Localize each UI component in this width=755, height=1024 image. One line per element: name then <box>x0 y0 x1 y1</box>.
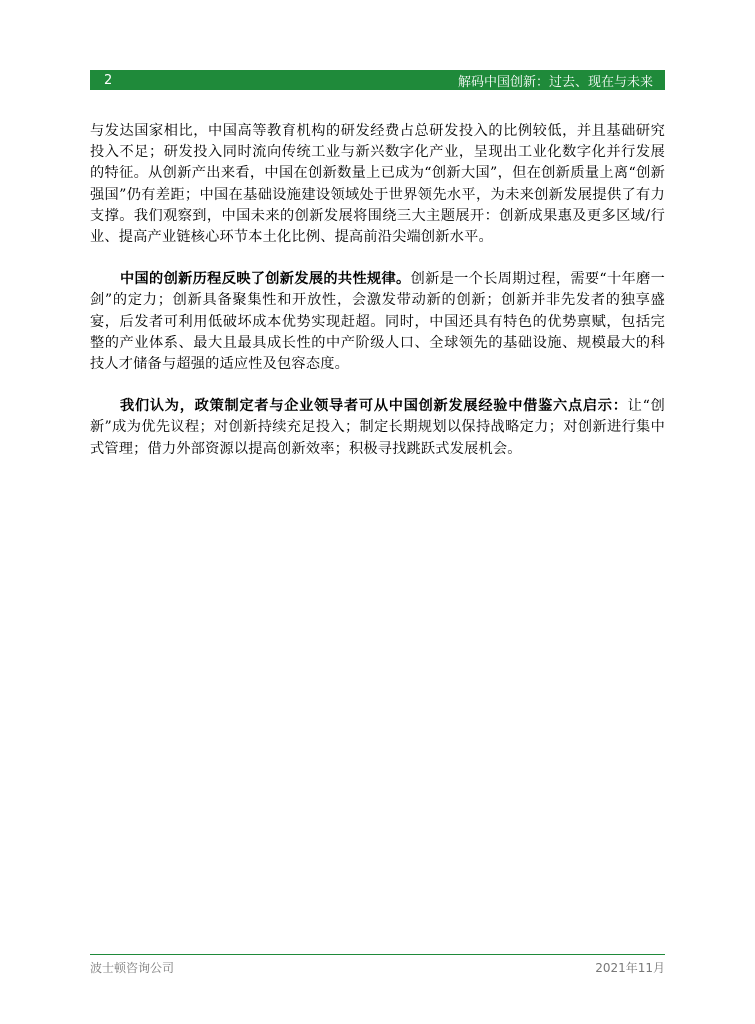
paragraph-3-lead: 我们认为，政策制定者与企业领导者可从中国创新发展经验中借鉴六点启示： <box>120 398 628 415</box>
footer-date: 2021年11月 <box>595 961 665 975</box>
paragraph-2 <box>90 269 665 375</box>
header-bar <box>90 70 665 90</box>
footer-divider <box>90 954 665 955</box>
running-title: 解码中国创新：过去、现在与未来 <box>457 74 653 90</box>
footer <box>90 959 665 976</box>
footer-company: 波士顿咨询公司 <box>90 961 175 975</box>
paragraph-3 <box>90 396 665 460</box>
paragraph-3-body: 让“创新”成为优先议程；对创新持续充足投入；制定长期规划以保持战略定力；对创新进行集中式管理；借力外部资源以提高创新效率；积极寻找跳跃式发展机会。 <box>90 398 665 457</box>
main-content <box>90 121 665 481</box>
paragraph-2-lead: 中国的创新历程反映了创新发展的共性规律。 <box>120 271 411 288</box>
page-number: 2 <box>104 72 113 88</box>
paragraph-2-body: 创新是一个长周期过程，需要“十年磨一剑”的定力；创新具备聚集性和开放性，会激发带动新的创新；创新并非先发者的独享盛宴，后发者可利用低破坏成本优势实现赶超。同时，中国还具有特色的优势禀赋，包括完整的产业体系、最大且最具成长性的中产阶级人口、全球领先的基础设施、规模最大的科技人才储备与超强的适应性及包容态度。 <box>90 271 665 373</box>
paragraph-1: 与发达国家相比，中国高等教育机构的研发经费占总研发投入的比例较低，并且基础研究投入不足；研发投入同时流向传统工业与新兴数字化产业，呈现出工业化数字化并行发展的特征。从创新产出来看，中国在创新数量上已成为“创新大国”，但在创新质量上离“创新强国”仍有差距；中国在基础设施建设领域处于世界领先水平，为未来创新发展提供了有力支撑。我们观察到，中国未来的创新发展将围绕三大主题展开：创新成果惠及更多区域/行业、提高产业链核心环节本土化比例、提高前沿尖端创新水平。 <box>90 123 665 246</box>
